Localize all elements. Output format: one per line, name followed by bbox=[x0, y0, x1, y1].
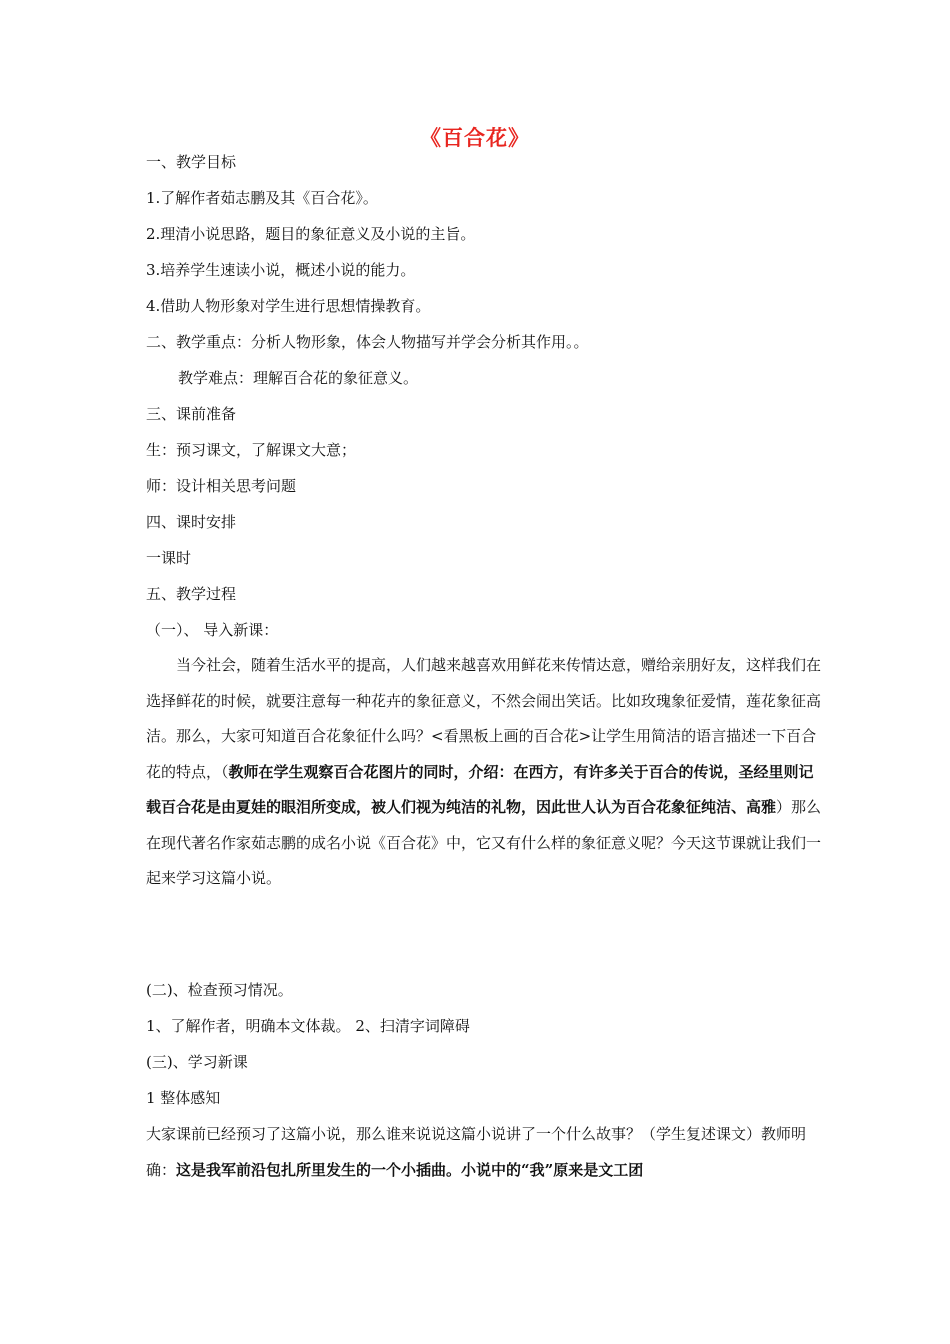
intro-text-bold: 教师在学生观察百合花图片的同时，介绍：在西方，有许多关于百合的传说，圣经里则记载百合花是由夏娃的眼泪所变成，被人们视为纯洁的礼物，因此世人认为百合花象征纯洁、高雅 bbox=[146, 762, 814, 816]
section-heading-preparation: 三、课前准备 bbox=[146, 405, 237, 423]
section-heading-focus: 二、教学重点：分析人物形象，体会人物描写并学会分析其作用。。 bbox=[146, 333, 589, 351]
intro-text-tail: ）那么在现代著名作家茹志鹏的成名小说《百合花》中，它又有什么样的象征意义呢？今天这节课就让我们一起来学习这篇小说。 bbox=[146, 798, 822, 887]
subsection-new-lesson: (三)、学习新课 bbox=[146, 1053, 248, 1071]
subsection-preview-check: (二)、检查预习情况。 bbox=[146, 981, 293, 999]
intro-text-plain: 当今社会，随着生活水平的提高，人们越来越喜欢用鲜花来传情达意，赠给亲朋好友，这样我们在选择鲜花的时候，就要注意每一种花卉的象征意义，不然会闹出笑话。比如玫瑰象征爱情，莲花象征高洁。那么，大家可知道百合花象征什么吗？<看黑板上画的百合花>让学生用简洁的语言描述一下百合花的特点，（ bbox=[146, 656, 822, 781]
schedule-value: 一课时 bbox=[146, 549, 192, 567]
student-preparation: 生：预习课文，了解课文大意； bbox=[146, 441, 357, 459]
section-heading-schedule: 四、课时安排 bbox=[146, 513, 237, 531]
teacher-preparation: 师：设计相关思考问题 bbox=[146, 477, 297, 495]
section-heading-process: 五、教学过程 bbox=[146, 585, 237, 603]
section-heading-objectives: 一、教学目标 bbox=[146, 153, 237, 171]
overall-perception-heading: 1 整体感知 bbox=[146, 1089, 221, 1107]
preview-check-items: 1、了解作者，明确本文体裁。 2、扫清字词障碍 bbox=[146, 1017, 470, 1035]
perception-text-bold: 这是我军前沿包扎所里发生的一个小插曲。小说中的“我”原来是文工团 bbox=[176, 1160, 644, 1179]
objective-4: 4.借助人物形象对学生进行思想情操教育。 bbox=[146, 297, 431, 315]
objective-3: 3.培养学生速读小说，概述小说的能力。 bbox=[146, 261, 416, 279]
perception-text-plain: 大家课前已经预习了这篇小说，那么谁来说说这篇小说讲了一个什么故事？（学生复述课文）教师明确： bbox=[146, 1125, 807, 1179]
difficulty-line: 教学难点：理解百合花的象征意义。 bbox=[178, 369, 419, 387]
overall-perception-paragraph bbox=[146, 1117, 826, 1188]
objective-2: 2.理清小说思路，题目的象征意义及小说的主旨。 bbox=[146, 225, 476, 243]
subsection-introduction: （一）、 导入新课： bbox=[146, 621, 279, 639]
objective-1: 1.了解作者茹志鹏及其《百合花》。 bbox=[146, 189, 378, 207]
introduction-paragraph bbox=[146, 648, 826, 897]
document-title: 《百合花》 bbox=[420, 125, 530, 150]
